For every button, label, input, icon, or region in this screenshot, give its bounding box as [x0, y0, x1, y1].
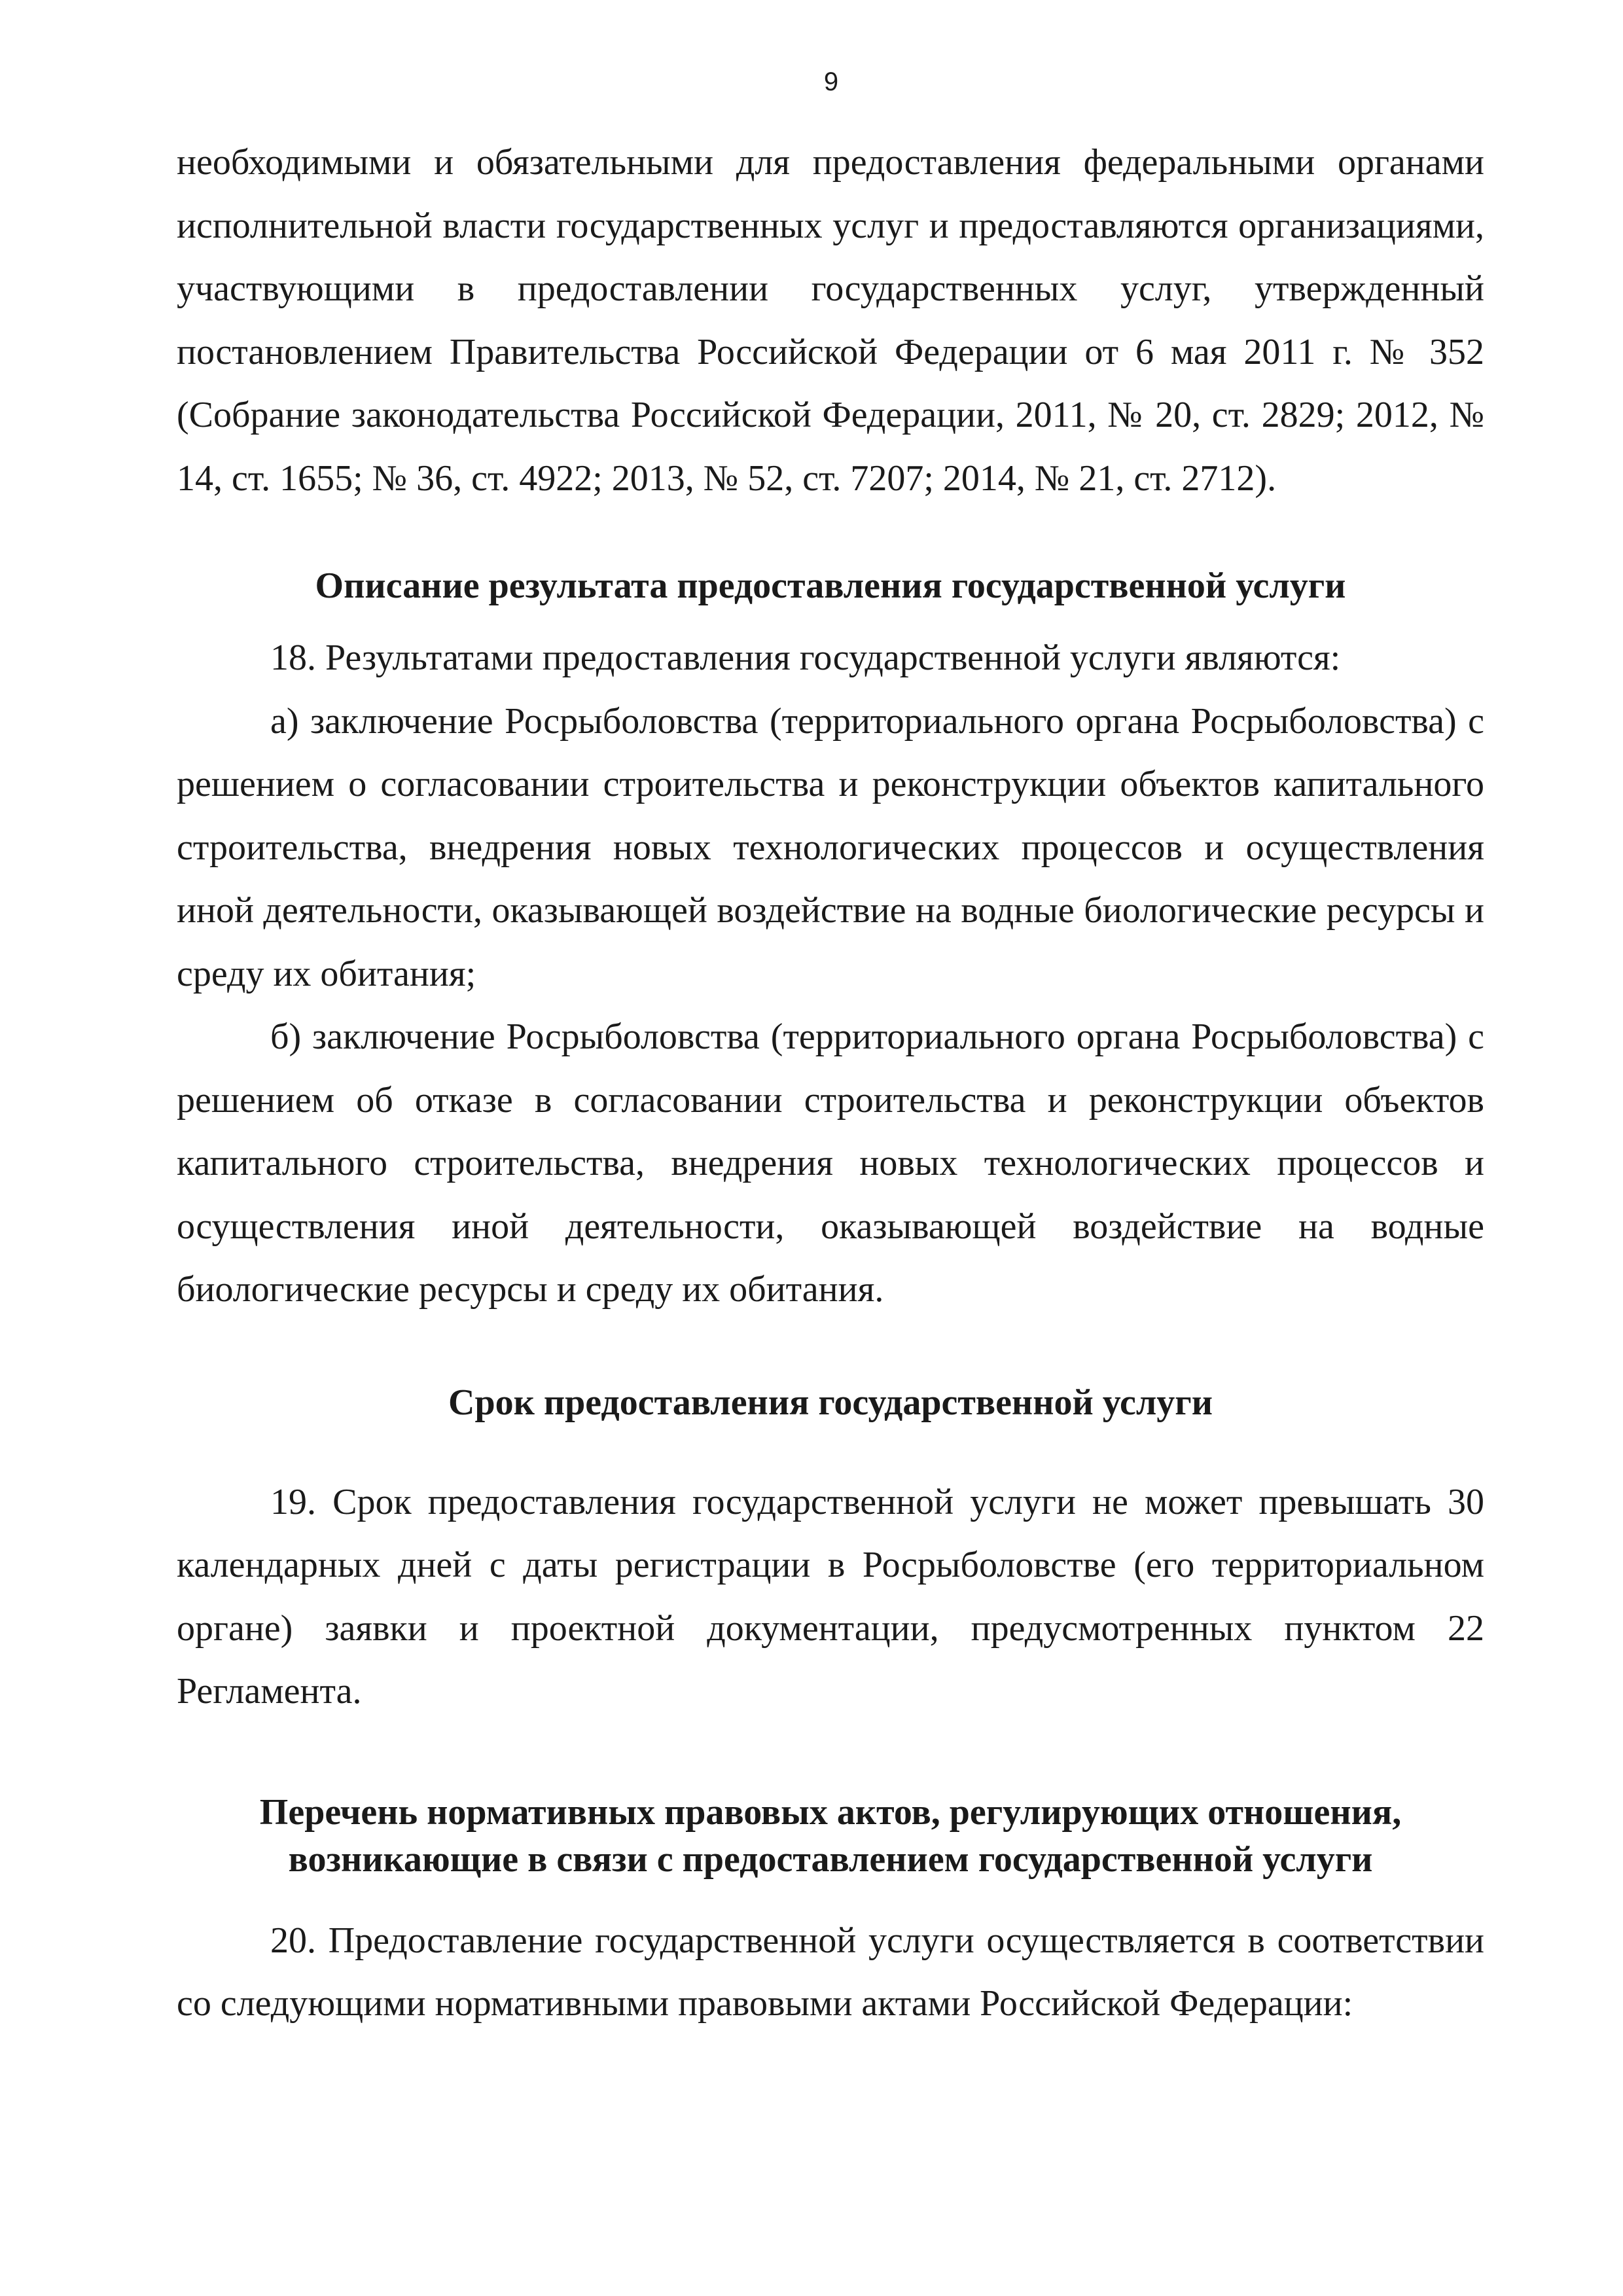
paragraph-19: 19. Срок предоставления государственной услуги не может превышать 30 календарных дней с даты регистрации в Росрыболовстве (его территориальном органе) заявки и проектной документации, предусмотренных пунктом 22 Регламента. — [177, 1481, 1484, 1712]
intro-paragraph: необходимыми и обязательными для предоставления федеральными органами исполнительной власти государственных услуг и предоставляются организациями, участвующими в предоставлении государственных услуг, утвержденный постановлением Правительства Российской Федерации от 6 мая 2011 г. № 352 (Собрание законодательства Российской Федерации, 2011, № 20, ст. 2829; 2012, № 14, ст. 1655; № 36, ст. 4922; 2013, № 52, ст. 7207; 2014, № 21, ст. 2712). — [177, 142, 1484, 499]
paragraph-20: 20. Предоставление государственной услуги осуществляется в соответствии со следующими нормативными правовыми актами Российской Федерации: — [177, 1920, 1484, 2024]
paragraph-18b: б) заключение Росрыболовства (территориального органа Росрыболовства) с решением об отказе в согласовании строительства и реконструкции объектов капитального строительства, внедрения новых технологических процессов и осуществления иной деятельности, оказывающей воздействие на водные биологические ресурсы и среду их обитания. — [177, 1016, 1484, 1310]
heading-legal-acts-line2: возникающие в связи с предоставлением государственной услуги — [288, 1839, 1373, 1880]
heading-service-term: Срок предоставления государственной услуги — [448, 1382, 1213, 1423]
paragraph-18a: а) заключение Росрыболовства (территориального органа Росрыболовства) с решением о согласовании строительства и реконструкции объектов капитального строительства, внедрения новых технологических процессов и осуществления иной деятельности, оказывающей воздействие на водные биологические ресурсы и среду их обитания; — [177, 700, 1484, 994]
heading-legal-acts-line1: Перечень нормативных правовых актов, регулирующих отношения, — [259, 1791, 1402, 1833]
document-body — [177, 131, 1484, 2036]
paragraph-18: 18. Результатами предоставления государственной услуги являются: — [270, 637, 1341, 678]
page-number: 9 — [823, 67, 839, 96]
heading-legal-acts — [177, 1789, 1484, 1883]
heading-result-description: Описание результата предоставления государственной услуги — [315, 565, 1346, 606]
